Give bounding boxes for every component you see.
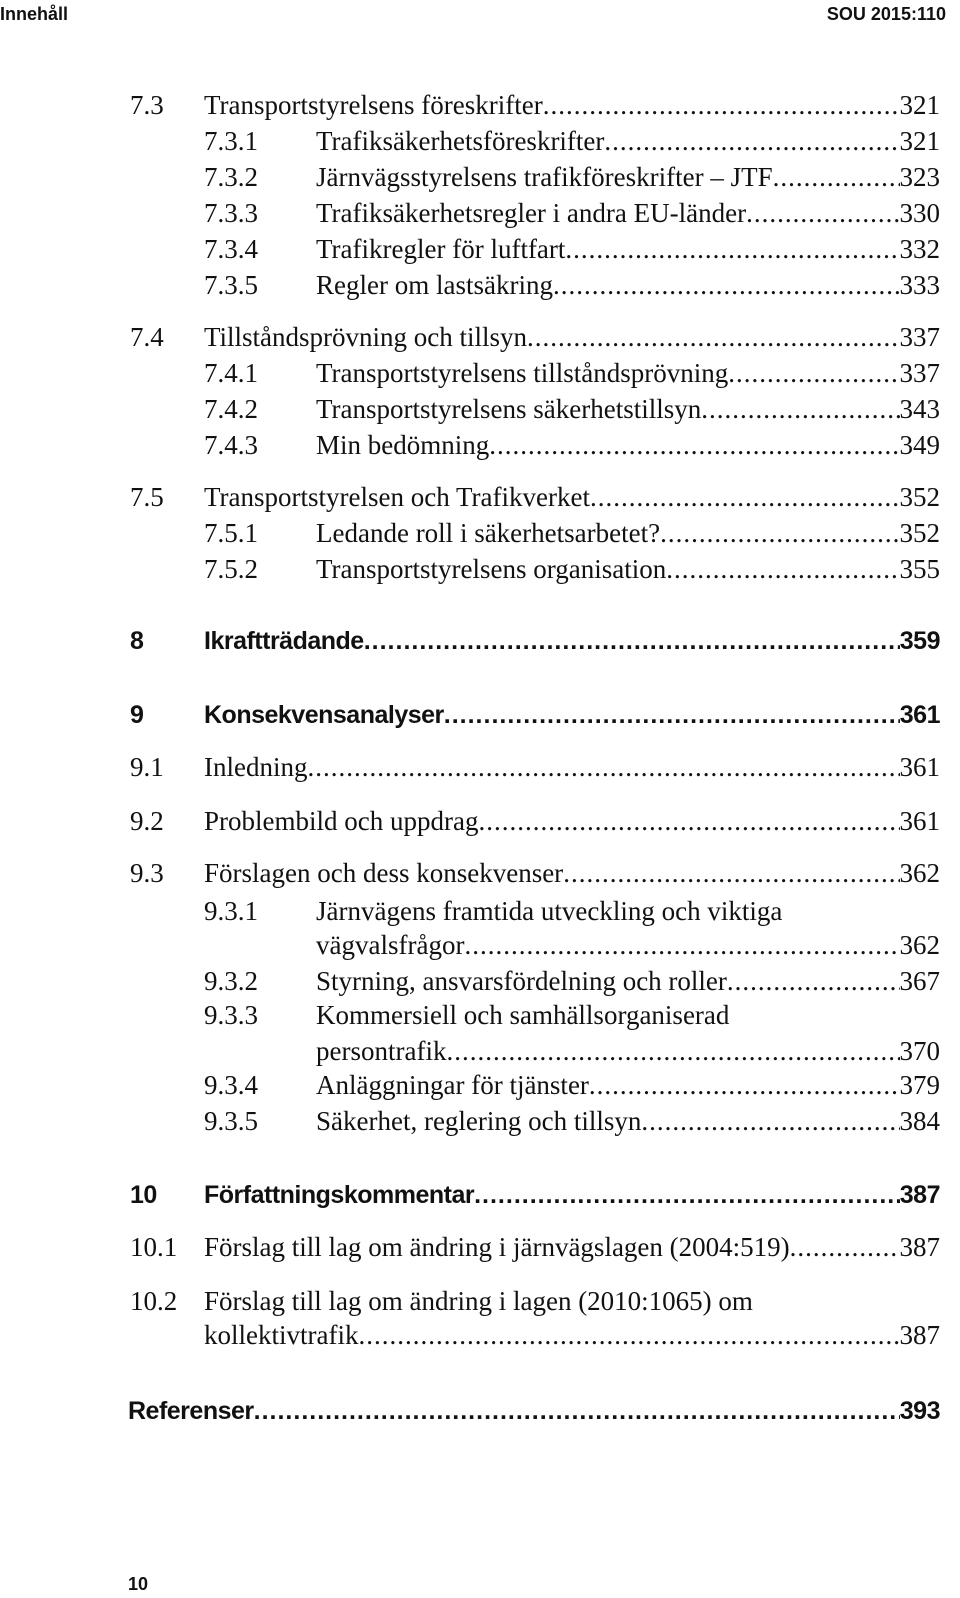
toc-title: Transportstyrelsens föreskrifter [204, 90, 543, 120]
leader-dots [589, 1068, 900, 1102]
toc-page: 355 [899, 554, 940, 584]
header-document-id: SOU 2015:110 [826, 4, 946, 24]
toc-title: Förslag till lag om ändring i järnvägslagen (2004:519) [204, 1232, 790, 1262]
toc-title: Transportstyrelsens tillståndsprövning [316, 358, 729, 388]
toc-page: 323 [899, 162, 940, 192]
toc-page: 352 [899, 482, 940, 512]
toc-number: 9.3.2 [204, 966, 258, 996]
leader-dots [358, 1318, 899, 1352]
leader-dots [641, 1104, 899, 1138]
toc-number: 9.3.1 [204, 896, 258, 926]
leader-dots [543, 88, 900, 122]
toc-title: Författningskommentar [204, 1181, 475, 1209]
header-section-title: Innehåll [0, 4, 69, 24]
toc-page: 370 [899, 1036, 940, 1066]
toc-page: 361 [899, 752, 940, 782]
leader-dots [701, 392, 899, 426]
toc-number: 10.2 [130, 1286, 178, 1316]
toc-title-continued: persontrafik [316, 1036, 447, 1066]
leader-dots [746, 196, 899, 230]
toc-title: Problembild och uppdrag [204, 806, 479, 836]
toc-number: 9.3.4 [204, 1070, 258, 1100]
toc-number: 7.4.2 [204, 394, 258, 424]
toc-title: Transportstyrelsens organisation [316, 554, 667, 584]
toc-page: 387 [899, 1181, 940, 1209]
toc-title: Regler om lastsäkring [316, 270, 553, 300]
toc-page: 393 [899, 1397, 940, 1425]
toc-number: 7.4 [130, 322, 164, 352]
leader-dots [478, 804, 899, 838]
toc-title: Konsekvensanalyser [204, 701, 444, 729]
toc-number: 7.3 [130, 90, 164, 120]
toc-page: 332 [899, 234, 940, 264]
leader-dots [446, 1034, 899, 1068]
toc-page: 352 [899, 518, 940, 548]
toc-title: Ikraftträdande [204, 627, 364, 655]
toc-title: Järnvägsstyrelsens trafikföreskrifter – JTF [316, 162, 773, 192]
toc-page: 321 [899, 90, 940, 120]
toc-page: 337 [899, 322, 940, 352]
leader-dots [563, 856, 899, 890]
toc-number: 7.3.5 [204, 270, 258, 300]
toc-title: Tillståndsprövning och tillsyn [204, 322, 528, 352]
toc-number: 10 [130, 1181, 157, 1209]
toc-title: Transportstyrelsen och Trafikverket [204, 482, 590, 512]
toc-title: Styrning, ansvarsfördelning och roller [316, 966, 727, 996]
leader-dots [666, 552, 899, 586]
toc-page: 343 [899, 394, 940, 424]
toc-number: 7.5.2 [204, 554, 258, 584]
toc-page: 359 [899, 627, 940, 655]
toc-title: Förslag till lag om ändring i lagen (2010:1065) om [204, 1286, 753, 1316]
toc-number: 7.5 [130, 482, 164, 512]
toc-page: 387 [899, 1232, 940, 1262]
toc-title: Järnvägens framtida utveckling och viktiga [316, 896, 783, 926]
leader-dots [489, 428, 899, 462]
toc-page: 387 [899, 1320, 940, 1350]
toc-title: Förslagen och dess konsekvenser [204, 858, 564, 888]
leader-dots [364, 624, 900, 658]
toc-page: 379 [899, 1070, 940, 1100]
toc-page: 349 [899, 430, 940, 460]
leader-dots [660, 516, 899, 550]
toc-title: Inledning [204, 752, 308, 782]
toc-page: 321 [899, 126, 940, 156]
toc-page: 337 [899, 358, 940, 388]
toc-page: 361 [899, 701, 940, 729]
toc-number: 8 [130, 627, 144, 655]
toc-title-continued: vägvalsfrågor [316, 930, 465, 960]
toc-number: 7.4.3 [204, 430, 258, 460]
toc-title-continued: kollektivtrafik [204, 1320, 359, 1350]
leader-dots [590, 480, 900, 514]
toc-page: 333 [899, 270, 940, 300]
toc-page: 367 [899, 966, 940, 996]
toc-number: 7.3.3 [204, 198, 258, 228]
toc-title: Säkerhet, reglering och tillsyn [316, 1106, 642, 1136]
toc-title: Anläggningar för tjänster [316, 1070, 589, 1100]
leader-dots [553, 268, 900, 302]
toc-number: 10.1 [130, 1232, 178, 1262]
leader-dots [307, 750, 899, 784]
toc-number: 9.3.3 [204, 1000, 258, 1030]
leader-dots [527, 320, 899, 354]
leader-dots [565, 232, 899, 266]
toc-title: Transportstyrelsens säkerhetstillsyn [316, 394, 702, 424]
toc-number: 7.3.4 [204, 234, 258, 264]
toc-number: 9.2 [130, 806, 164, 836]
toc-page: 362 [899, 930, 940, 960]
toc-number: 7.3.2 [204, 162, 258, 192]
leader-dots [464, 928, 899, 962]
toc-title: Trafiksäkerhetsregler i andra EU-länder [316, 198, 747, 228]
leader-dots [790, 1230, 900, 1264]
toc-number: 9.1 [130, 752, 164, 782]
toc-title: Trafikregler för luftfart [316, 234, 566, 264]
toc-number: 7.4.1 [204, 358, 258, 388]
toc-number: 9 [130, 701, 144, 729]
leader-dots [474, 1178, 900, 1212]
toc-number: 7.3.1 [204, 126, 258, 156]
leader-dots [254, 1394, 900, 1428]
toc-title: Trafiksäkerhetsföreskrifter [316, 126, 605, 156]
toc-title: Kommersiell och samhällsorganiserad [316, 1000, 730, 1030]
toc-title: Referenser [128, 1397, 254, 1425]
toc-title: Ledande roll i säkerhetsarbetet? [316, 518, 661, 548]
toc-page: 361 [899, 806, 940, 836]
leader-dots [604, 124, 899, 158]
leader-dots [773, 160, 900, 194]
page-number: 10 [128, 1574, 149, 1594]
toc-page: 384 [899, 1106, 940, 1136]
toc-number: 7.5.1 [204, 518, 258, 548]
toc-number: 9.3.5 [204, 1106, 258, 1136]
leader-dots [727, 964, 900, 998]
toc-page: 362 [899, 858, 940, 888]
leader-dots [444, 698, 900, 732]
toc-title: Min bedömning [316, 430, 490, 460]
toc-number: 9.3 [130, 858, 164, 888]
leader-dots [728, 356, 899, 390]
toc-page: 330 [899, 198, 940, 228]
